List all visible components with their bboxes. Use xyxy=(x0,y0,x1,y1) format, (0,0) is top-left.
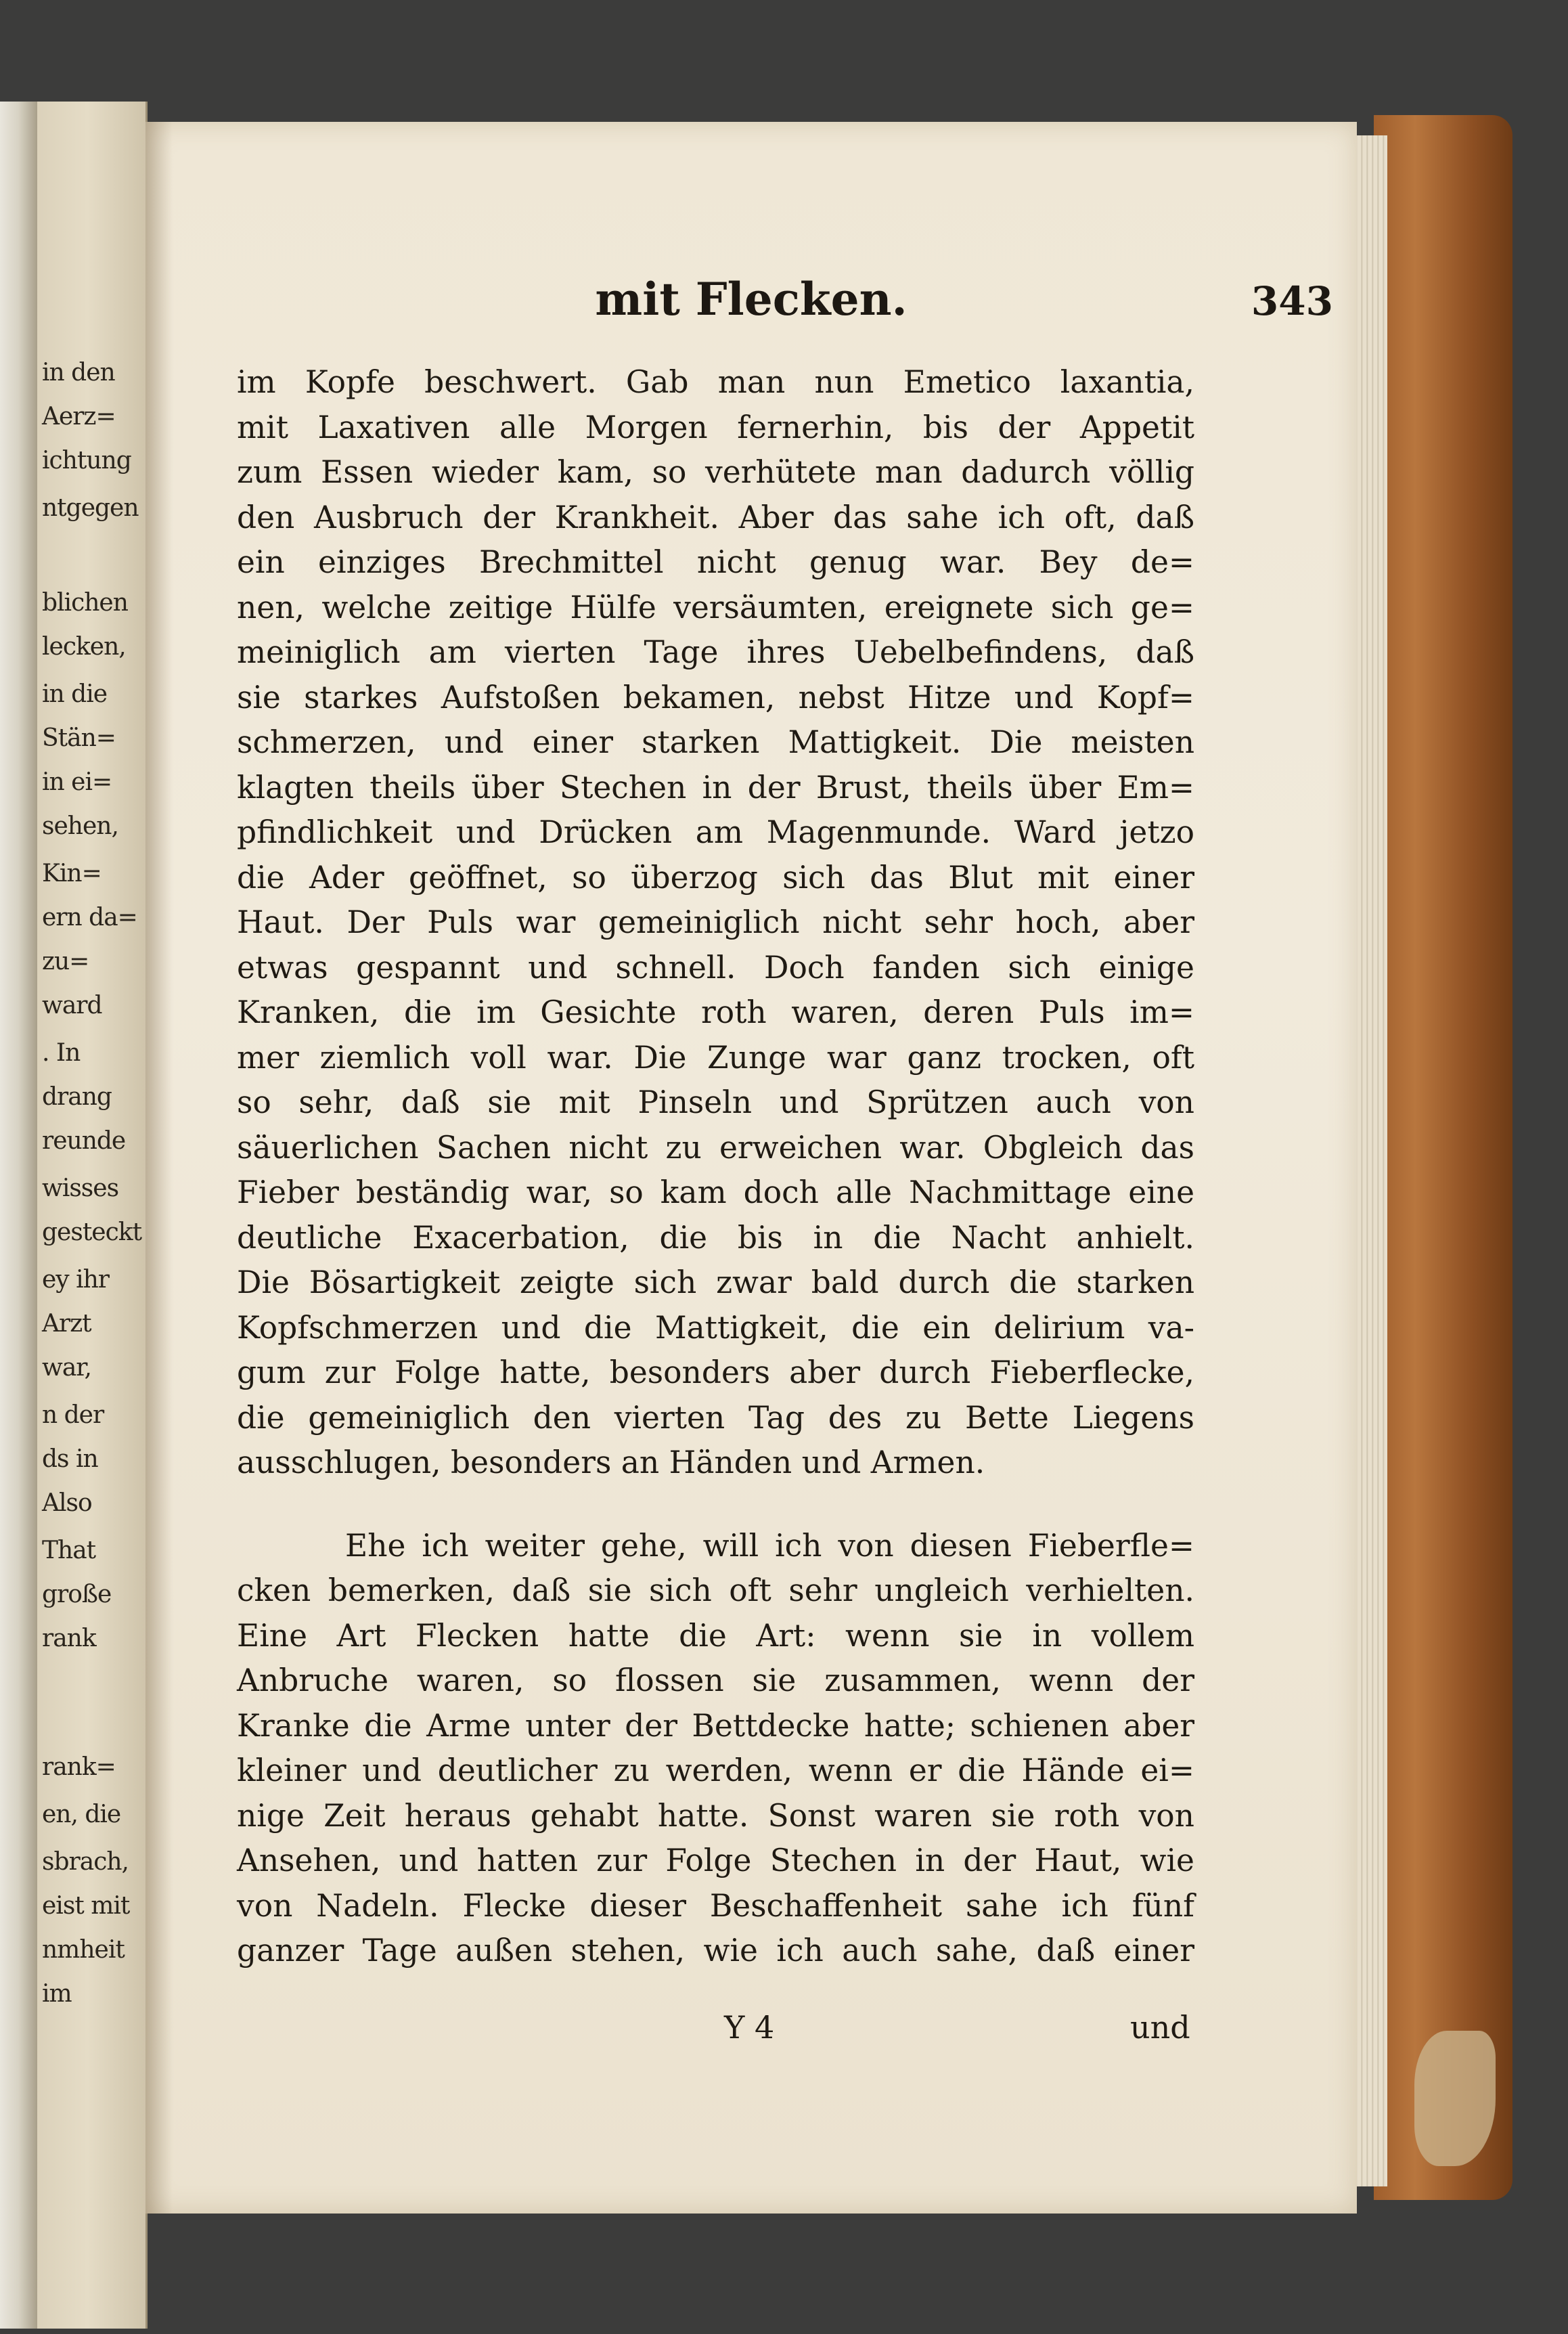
cover-wear xyxy=(1414,2031,1496,2166)
paragraph xyxy=(237,1524,1194,1974)
text-line: Kranke die Arme unter der Bettdecke hatte; schienen aber xyxy=(237,1707,1194,1744)
text-line: ausschlugen, besonders an Händen und Armen. xyxy=(237,1445,985,1480)
previous-page-fragment: große xyxy=(42,1581,112,1608)
previous-page-fragment: Arzt xyxy=(42,1310,91,1338)
previous-page-fragment: ntgegen xyxy=(42,494,139,522)
text-line: die Ader geöffnet, so überzog sich das Blut mit einer xyxy=(237,859,1194,896)
previous-page-fragment: zu= xyxy=(42,948,89,975)
text-line: etwas gespannt und schnell. Doch fanden sich einige xyxy=(237,949,1194,986)
body-text xyxy=(237,360,1194,1974)
previous-page-fragment: Aerz= xyxy=(42,403,116,431)
text-line: den Ausbruch der Krankheit. Aber das sahe ich oft, daß xyxy=(237,499,1194,535)
text-line: deutliche Exacerbation, die bis in die Nacht anhielt. xyxy=(237,1219,1194,1256)
previous-page-fragment: rank= xyxy=(42,1753,116,1781)
page-header xyxy=(145,267,1357,342)
previous-page-fragment: gesteckt xyxy=(42,1218,142,1246)
previous-page-fragment: n der xyxy=(42,1401,104,1429)
previous-page-fragment: ichtung xyxy=(42,447,131,475)
text-line: schmerzen, und einer starken Mattigkeit. Die meisten xyxy=(237,724,1194,760)
signature-mark: Y 4 xyxy=(724,2009,775,2046)
previous-page-fragment: en, die xyxy=(42,1801,121,1828)
text-line: zum Essen wieder kam, so verhütete man dadurch völlig xyxy=(237,454,1194,490)
text-line: pfindlichkeit und Drücken am Magenmunde. Ward jetzo xyxy=(237,814,1194,850)
previous-page-fragment: in den xyxy=(42,359,115,387)
previous-page-fragment: nmheit xyxy=(42,1936,125,1964)
text-line: von Nadeln. Flecke dieser Beschaffenheit sahe ich fünf xyxy=(237,1887,1194,1924)
text-line: so sehr, daß sie mit Pinseln und Sprützen auch von xyxy=(237,1084,1194,1120)
previous-page-fragment: in ei= xyxy=(42,768,112,796)
text-line: säuerlichen Sachen nicht zu erweichen war. Obgleich das xyxy=(237,1129,1194,1166)
text-line: Kranken, die im Gesichte roth waren, deren Puls im= xyxy=(237,994,1194,1030)
previous-page-fragment: ey ihr xyxy=(42,1266,109,1294)
previous-page-fragment: war, xyxy=(42,1354,91,1382)
text-line: Die Bösartigkeit zeigte sich zwar bald durch die starken xyxy=(237,1264,1194,1300)
previous-page-fragment: im xyxy=(42,1980,72,2008)
text-line: kleiner und deutlicher zu werden, wenn er die Hände ei= xyxy=(237,1753,1194,1788)
text-line: Haut. Der Puls war gemeiniglich nicht sehr hoch, aber xyxy=(237,904,1194,940)
book-cover xyxy=(1374,115,1513,2200)
text-line: ein einziges Brechmittel nicht genug war. Bey de= xyxy=(237,544,1194,580)
text-line: mit Laxativen alle Morgen fernerhin, bis der Appetit xyxy=(237,409,1194,445)
text-line: nige Zeit heraus gehabt hatte. Sonst waren sie roth von xyxy=(237,1797,1194,1834)
text-line: die gemeiniglich den vierten Tag des zu Bette Liegens xyxy=(237,1399,1194,1436)
text-line: Kopfschmerzen und die Mattigkeit, die ein delirium va- xyxy=(237,1309,1194,1346)
running-head: mit Flecken. xyxy=(595,273,908,326)
catchword: und xyxy=(1130,2009,1190,2046)
previous-page-edge xyxy=(0,102,37,2329)
previous-page-fragment: rank xyxy=(42,1625,96,1652)
text-line: im Kopfe beschwert. Gab man nun Emetico laxantia, xyxy=(237,364,1194,400)
previous-page-fragment: eist mit xyxy=(42,1892,130,1920)
previous-page-fragment: . In xyxy=(42,1039,81,1067)
previous-page-fragment: reunde xyxy=(42,1127,126,1155)
text-line: Ansehen, und hatten zur Folge Stechen in der Haut, wie xyxy=(237,1843,1194,1878)
previous-page-fragment: ern da= xyxy=(42,904,137,931)
text-line: cken bemerken, daß sie sich oft sehr ungleich verhielten. xyxy=(237,1572,1194,1608)
paragraph-gap xyxy=(237,1486,1194,1524)
text-line: sie starkes Aufstoßen bekamen, nebst Hitze und Kopf= xyxy=(237,679,1194,715)
previous-page-fragment: Kin= xyxy=(42,860,102,887)
gutter-shadow xyxy=(145,122,173,2214)
previous-page-fragment: in die xyxy=(42,680,108,708)
previous-page-fragment: drang xyxy=(42,1083,112,1111)
text-line: Ehe ich weiter gehe, will ich von diesen Fieberfle= xyxy=(345,1527,1194,1564)
previous-page-fragment: sbrach, xyxy=(42,1848,129,1876)
text-line: gum zur Folge hatte, besonders aber durch Fieberflecke, xyxy=(237,1355,1194,1390)
text-line: Fieber beständig war, so kam doch alle Nachmittage eine xyxy=(237,1174,1194,1210)
previous-page-fragment: lecken, xyxy=(42,633,126,661)
text-line: mer ziemlich voll war. Die Zunge war ganz trocken, oft xyxy=(237,1039,1194,1076)
text-line: klagten theils über Stechen in der Brust, theils über Em= xyxy=(237,769,1194,806)
previous-page-fragment: That xyxy=(42,1537,96,1564)
text-line: nen, welche zeitige Hülfe versäumten, ereignete sich ge= xyxy=(237,589,1194,625)
previous-page-fragment: Also xyxy=(42,1489,92,1517)
previous-page-fragment: sehen, xyxy=(42,812,118,840)
text-line: Eine Art Flecken hatte die Art: wenn sie in vollem xyxy=(237,1617,1194,1654)
previous-page-fragment: ds in xyxy=(42,1445,98,1473)
previous-page-fragment: wisses xyxy=(42,1174,119,1202)
page-number: 343 xyxy=(1251,278,1333,324)
previous-page-fragment: Stän= xyxy=(42,724,116,752)
text-line: ganzer Tage außen stehen, wie ich auch sahe, daß einer xyxy=(237,1933,1194,1968)
previous-page-fragment: blichen xyxy=(42,589,128,617)
text-line: meiniglich am vierten Tage ihres Uebelbefindens, daß xyxy=(237,634,1194,670)
previous-page-fragment: ward xyxy=(42,992,102,1019)
text-line: Anbruche waren, so flossen sie zusammen, wenn der xyxy=(237,1663,1194,1698)
paragraph xyxy=(237,360,1194,1486)
